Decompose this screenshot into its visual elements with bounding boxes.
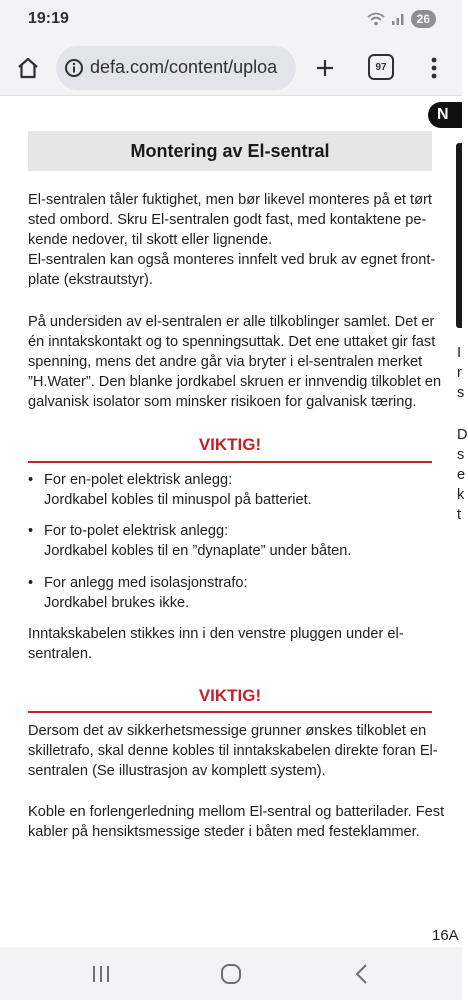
home-button[interactable]: [12, 52, 44, 84]
tab-switcher-button[interactable]: 97: [368, 54, 394, 80]
address-bar[interactable]: [56, 46, 296, 90]
text-line: I: [457, 345, 462, 361]
text-line: skilletrafo, skal denne kobles til inntakskabelen direkte foran El-: [28, 743, 438, 759]
red-divider: [28, 711, 432, 713]
system-nav-bar: [0, 947, 462, 1000]
text-line: El-sentralen kan også monteres innfelt ved bruk av egnet front-: [28, 252, 436, 268]
paragraph-4: [28, 721, 438, 781]
text-line: plate (ekstrautstyr).: [28, 272, 153, 288]
recent-apps-button[interactable]: [86, 961, 116, 987]
back-button[interactable]: [346, 961, 376, 987]
red-divider: [28, 461, 432, 463]
text-line: e: [457, 467, 466, 483]
home-icon: [16, 56, 40, 80]
adjacent-page-text: [457, 425, 468, 525]
text-line: Koble en forlengerledning mellom El-sentral og batterilader. Fest: [28, 804, 445, 820]
paragraph-5: [28, 802, 445, 842]
url-text[interactable]: defa.com/content/uploa: [90, 57, 278, 77]
home-nav-button[interactable]: [216, 961, 246, 987]
section-title-box: [28, 131, 432, 171]
more-vert-icon: [431, 57, 437, 79]
text-line: For to-polet elektrisk anlegg:: [44, 523, 229, 539]
text-line: El-sentralen tåler fuktighet, men bør likevel monteres på et tørt: [28, 192, 432, 208]
text-line: galvanisk isolator som minsker risikoen for galvanisk tæring.: [28, 394, 417, 410]
text-line: For anlegg med isolasjonstrafo:: [44, 575, 248, 591]
bullet-glyph: •: [28, 575, 34, 591]
menu-button[interactable]: [424, 52, 444, 84]
recent-apps-icon: [91, 965, 111, 983]
plus-icon: [315, 58, 335, 78]
text-line: s: [457, 447, 465, 463]
new-tab-button[interactable]: [310, 50, 340, 86]
text-line: én inntakskontakt og to spenningsuttak. Det ene uttaket gir fast: [28, 334, 436, 350]
browser-toolbar: [0, 40, 462, 96]
battery-level: 26: [411, 10, 436, 28]
text-line: kende nedover, til skott eller lignende.: [28, 232, 273, 248]
bullet-glyph: •: [28, 523, 34, 539]
text-line: sentralen (Se illustrasjon av komplett system).: [28, 763, 326, 779]
text-line: Inntakskabelen stikkes inn i den venstre pluggen under el-: [28, 626, 404, 642]
text-line: D: [457, 427, 468, 443]
text-line: kabler på hensiktsmessige steder i båten med festeklammer.: [28, 824, 420, 840]
signal-icon: [391, 12, 405, 26]
paragraph-3: [28, 624, 438, 664]
site-info-icon[interactable]: [64, 58, 84, 78]
text-line: Jordkabel brukes ikke.: [44, 595, 190, 611]
bullet-glyph: •: [28, 472, 34, 488]
text-line: På undersiden av el-sentralen er alle tilkoblinger samlet. Det er: [28, 314, 435, 330]
text-line: Dersom det av sikkerhetsmessige grunner ønskes tilkoblet en: [28, 723, 427, 739]
page-badge: N: [428, 102, 462, 128]
section-title: Montering av El-sentral: [130, 140, 330, 161]
important-heading-2: VIKTIG!: [198, 686, 262, 705]
back-chevron-icon: [354, 964, 368, 984]
text-line: ”H.Water”. Den blanke jordkabel skruen er innvendig tilkoblet en: [28, 374, 442, 390]
text-line: For en-polet elektrisk anlegg:: [44, 472, 233, 488]
text-line: t: [457, 507, 462, 523]
text-line: sentralen.: [28, 646, 93, 662]
text-line: s: [457, 385, 465, 401]
home-circle-icon: [220, 963, 242, 985]
text-line: Jordkabel kobles til en ”dynaplate” under båten.: [44, 543, 352, 559]
adjacent-page-text: [457, 343, 464, 403]
adjacent-page-edge: [456, 143, 462, 328]
wifi-icon: [367, 12, 385, 26]
paragraph-1: [28, 190, 438, 290]
page-number: 16A: [432, 927, 459, 944]
pdf-viewer[interactable]: [0, 97, 468, 947]
status-icons: [367, 10, 436, 28]
paragraph-2: [28, 312, 442, 412]
text-line: r: [457, 365, 462, 381]
text-line: sted ombord. Skru El-sentralen godt fast, med kontaktene pe-: [28, 212, 427, 228]
text-line: spenning, mens det andre går via bryter i el-sentralen merket: [28, 354, 423, 370]
text-line: k: [457, 487, 465, 503]
important-heading-1: VIKTIG!: [198, 435, 262, 454]
status-time: 19:19: [28, 10, 69, 27]
status-bar: [0, 0, 462, 40]
text-line: Jordkabel kobles til minuspol på batteriet.: [44, 492, 312, 508]
